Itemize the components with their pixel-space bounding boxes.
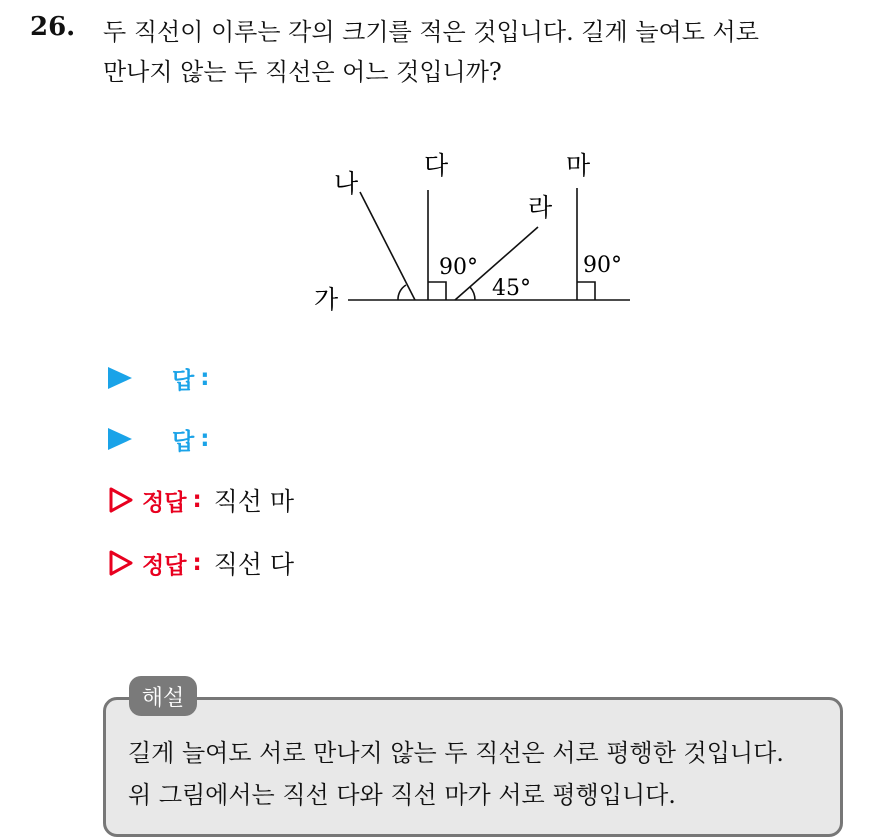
label-ra: 라 [528, 193, 553, 222]
explanation-line1: 길게 늘여도 서로 만나지 않는 두 직선은 서로 평행한 것입니다. [128, 739, 784, 767]
right-angle-mark-ma [577, 282, 595, 300]
explanation-line2: 위 그림에서는 직선 다와 직선 마가 서로 평행입니다. [128, 781, 676, 809]
answer-row-2 [108, 421, 209, 457]
answer-colon: : [200, 426, 210, 452]
explanation-tag: 해설 [129, 676, 197, 716]
correct-colon: : [192, 550, 202, 576]
angle-ra: 45° [492, 276, 531, 301]
question-text-line2: 만나지 않는 두 직선은 어느 것입니까? [103, 58, 502, 86]
triangle-outline-icon [108, 550, 134, 576]
correct-row-2 [108, 545, 294, 581]
answer-label: 답 [172, 367, 195, 394]
correct-label: 정답 [142, 552, 187, 579]
question-number: 26. [30, 12, 76, 42]
line-na [360, 192, 415, 300]
answer-colon: : [200, 365, 210, 391]
label-ma: 마 [566, 151, 591, 180]
correct-value: 직선 다 [213, 550, 295, 579]
triangle-marker-icon [108, 367, 132, 389]
angle-ma: 90° [583, 253, 622, 278]
angle-arc-na [398, 285, 406, 300]
correct-row-1 [108, 482, 294, 518]
answer-label: 답 [172, 428, 195, 455]
triangle-outline-icon [108, 487, 134, 513]
question-text-line1: 두 직선이 이루는 각의 크기를 적은 것입니다. 길게 늘여도 서로 [103, 18, 759, 46]
angle-da: 90° [439, 255, 478, 280]
label-ga: 가 [314, 285, 339, 314]
triangle-marker-icon [108, 428, 132, 450]
label-na: 나 [334, 169, 359, 198]
correct-label: 정답 [142, 489, 187, 516]
correct-value: 직선 마 [213, 487, 295, 516]
lines-figure [300, 140, 640, 320]
right-angle-mark-da [428, 282, 446, 300]
angle-arc-ra [470, 287, 475, 300]
label-da: 다 [424, 151, 449, 180]
correct-colon: : [192, 487, 202, 513]
answer-row-1 [108, 360, 209, 396]
